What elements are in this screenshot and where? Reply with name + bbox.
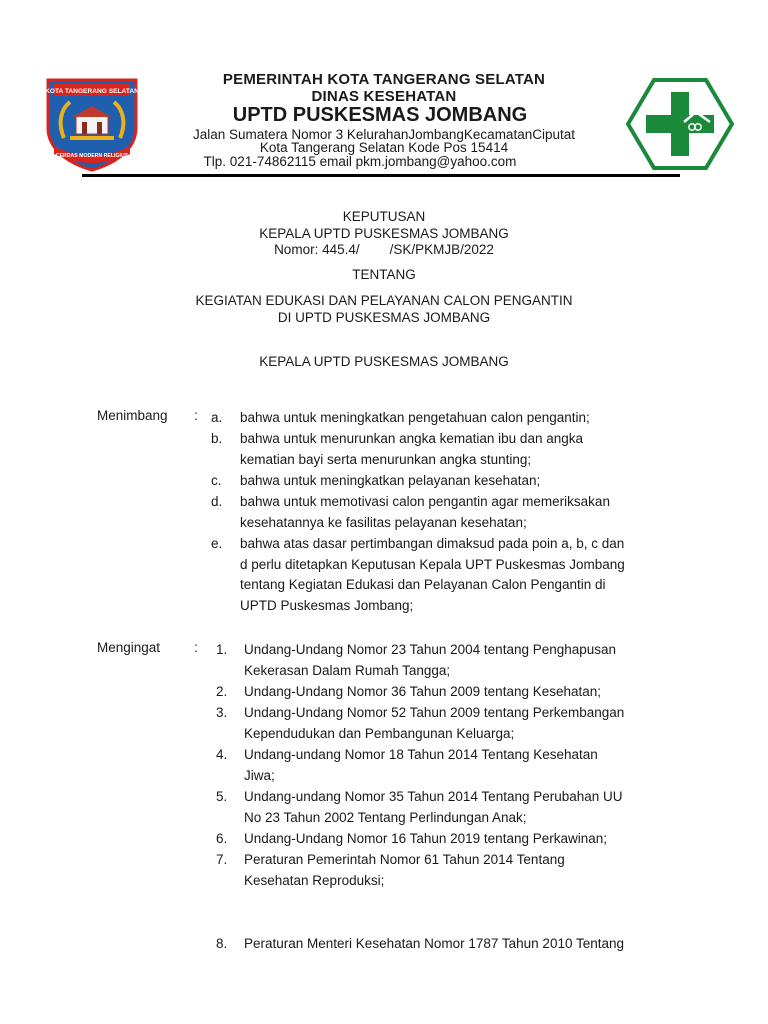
mengingat-item-6 xyxy=(244,829,679,850)
letterhead-divider xyxy=(82,174,680,177)
mengingat-item-5 xyxy=(244,787,679,828)
mengingat-mark-2: 2. xyxy=(216,684,228,699)
decree-type: KEPUTUSAN xyxy=(342,209,426,224)
decree-signer: KEPALA UPTD PUSKESMAS JOMBANG xyxy=(259,354,509,369)
list-line: Undang-undang Nomor 18 Tahun 2014 Tentang Kesehatan xyxy=(244,747,598,762)
gov-name: PEMERINTAH KOTA TANGERANG SELATAN xyxy=(222,71,546,88)
list-line: kesehatannya ke fasilitas pelayanan kesehatan; xyxy=(240,514,527,530)
list-line: Undang-undang Nomor 35 Tahun 2014 Tentang Perubahan UU xyxy=(244,789,623,804)
list-line: Undang-Undang Nomor 16 Tahun 2019 tentang Perkawinan; xyxy=(244,831,608,846)
list-line: Kependudukan dan Pembangunan Keluarga; xyxy=(244,725,515,741)
menimbang-mark-d: d. xyxy=(211,494,223,509)
list-line: bahwa untuk meningkatkan pelayanan kesehatan; xyxy=(240,473,541,488)
mengingat-item-8 xyxy=(244,934,679,955)
mengingat-mark-7: 7. xyxy=(216,852,228,867)
crest-top-text: KOTA TANGERANG SELATAN xyxy=(45,88,139,95)
list-line: Kekerasan Dalam Rumah Tangga; xyxy=(244,662,451,678)
list-line: Undang-Undang Nomor 52 Tahun 2009 tentang Perkembangan xyxy=(244,705,625,720)
crest-motto-text: CERDAS MODERN RELIGIUS xyxy=(55,153,129,159)
menimbang-item-c xyxy=(240,471,679,492)
menimbang-item-e xyxy=(240,534,679,616)
mengingat-item-7 xyxy=(244,850,679,891)
list-line: Peraturan Pemerintah Nomor 61 Tahun 2014 Tentang xyxy=(244,852,565,867)
decree-number: Nomor: 445.4/ /SK/PKMJB/2022 xyxy=(274,242,494,257)
city-postal-line: Kota Tangerang Selatan Kode Pos 15414 xyxy=(259,140,509,155)
contact-line: Tlp. 021-74862115 email pkm.jombang@yahoo.com xyxy=(203,154,517,169)
decree-subject-line-2: DI UPTD PUSKESMAS JOMBANG xyxy=(277,310,491,325)
menimbang-item-d xyxy=(240,492,679,533)
address-line: Jalan Sumatera Nomor 3 KelurahanJombangKecamatanCiputat xyxy=(193,127,575,142)
mengingat-mark-8: 8. xyxy=(216,936,228,951)
puskesmas-logo-icon xyxy=(626,78,734,170)
mengingat-label: Mengingat xyxy=(97,640,161,655)
decree-subject-line-1: KEGIATAN EDUKASI DAN PELAYANAN CALON PENGANTIN xyxy=(195,293,573,308)
menimbang-label: Menimbang xyxy=(97,408,168,423)
department-name: DINAS KESEHATAN xyxy=(311,88,457,105)
mengingat-mark-5: 5. xyxy=(216,789,228,804)
decree-tentang: TENTANG xyxy=(352,267,416,282)
list-line: bahwa untuk meningkatkan pengetahuan calon pengantin; xyxy=(240,410,590,425)
list-line: Peraturan Menteri Kesehatan Nomor 1787 Tahun 2010 Tentang xyxy=(244,936,625,951)
decree-issuer: KEPALA UPTD PUSKESMAS JOMBANG xyxy=(259,226,509,241)
list-line: bahwa untuk memotivasi calon pengantin agar memeriksakan xyxy=(240,494,610,509)
list-line: bahwa untuk menurunkan angka kematian ibu dan angka xyxy=(240,431,583,446)
list-line: Undang-Undang Nomor 23 Tahun 2004 tentang Penghapusan xyxy=(244,642,617,657)
mengingat-item-4 xyxy=(244,745,679,786)
menimbang-mark-c: c. xyxy=(211,473,222,488)
mengingat-item-3 xyxy=(244,703,679,744)
list-line: tentang Kegiatan Edukasi dan Pelayanan Calon Pengantin di xyxy=(240,577,606,593)
institution-name: UPTD PUSKESMAS JOMBANG xyxy=(232,104,528,126)
list-line: d perlu ditetapkan Keputusan Kepala UPT Puskesmas Jombang xyxy=(240,556,625,572)
menimbang-mark-e: e. xyxy=(211,536,223,551)
list-line: UPTD Puskesmas Jombang; xyxy=(240,597,414,613)
mengingat-item-1 xyxy=(244,640,679,681)
mengingat-mark-6: 6. xyxy=(216,831,228,846)
menimbang-mark-b: b. xyxy=(211,431,223,446)
list-line: No 23 Tahun 2002 Tentang Perlindungan Anak; xyxy=(244,809,527,825)
menimbang-colon: : xyxy=(194,408,198,423)
mengingat-mark-3: 3. xyxy=(216,705,228,720)
list-line: bahwa atas dasar pertimbangan dimaksud pada poin a, b, c dan xyxy=(240,536,625,551)
menimbang-mark-a: a. xyxy=(211,410,223,425)
mengingat-colon: : xyxy=(194,640,198,655)
mengingat-mark-4: 4. xyxy=(216,747,228,762)
list-line: Kesehatan Reproduksi; xyxy=(244,872,385,888)
list-line: Jiwa; xyxy=(244,767,275,783)
mengingat-item-2 xyxy=(244,682,679,703)
menimbang-item-b xyxy=(240,429,679,470)
menimbang-item-a xyxy=(240,408,679,429)
list-line: Undang-Undang Nomor 36 Tahun 2009 tentang Kesehatan; xyxy=(244,684,602,699)
mengingat-mark-1: 1. xyxy=(216,642,228,657)
list-line: kematian bayi serta menurunkan angka stunting; xyxy=(240,451,532,467)
